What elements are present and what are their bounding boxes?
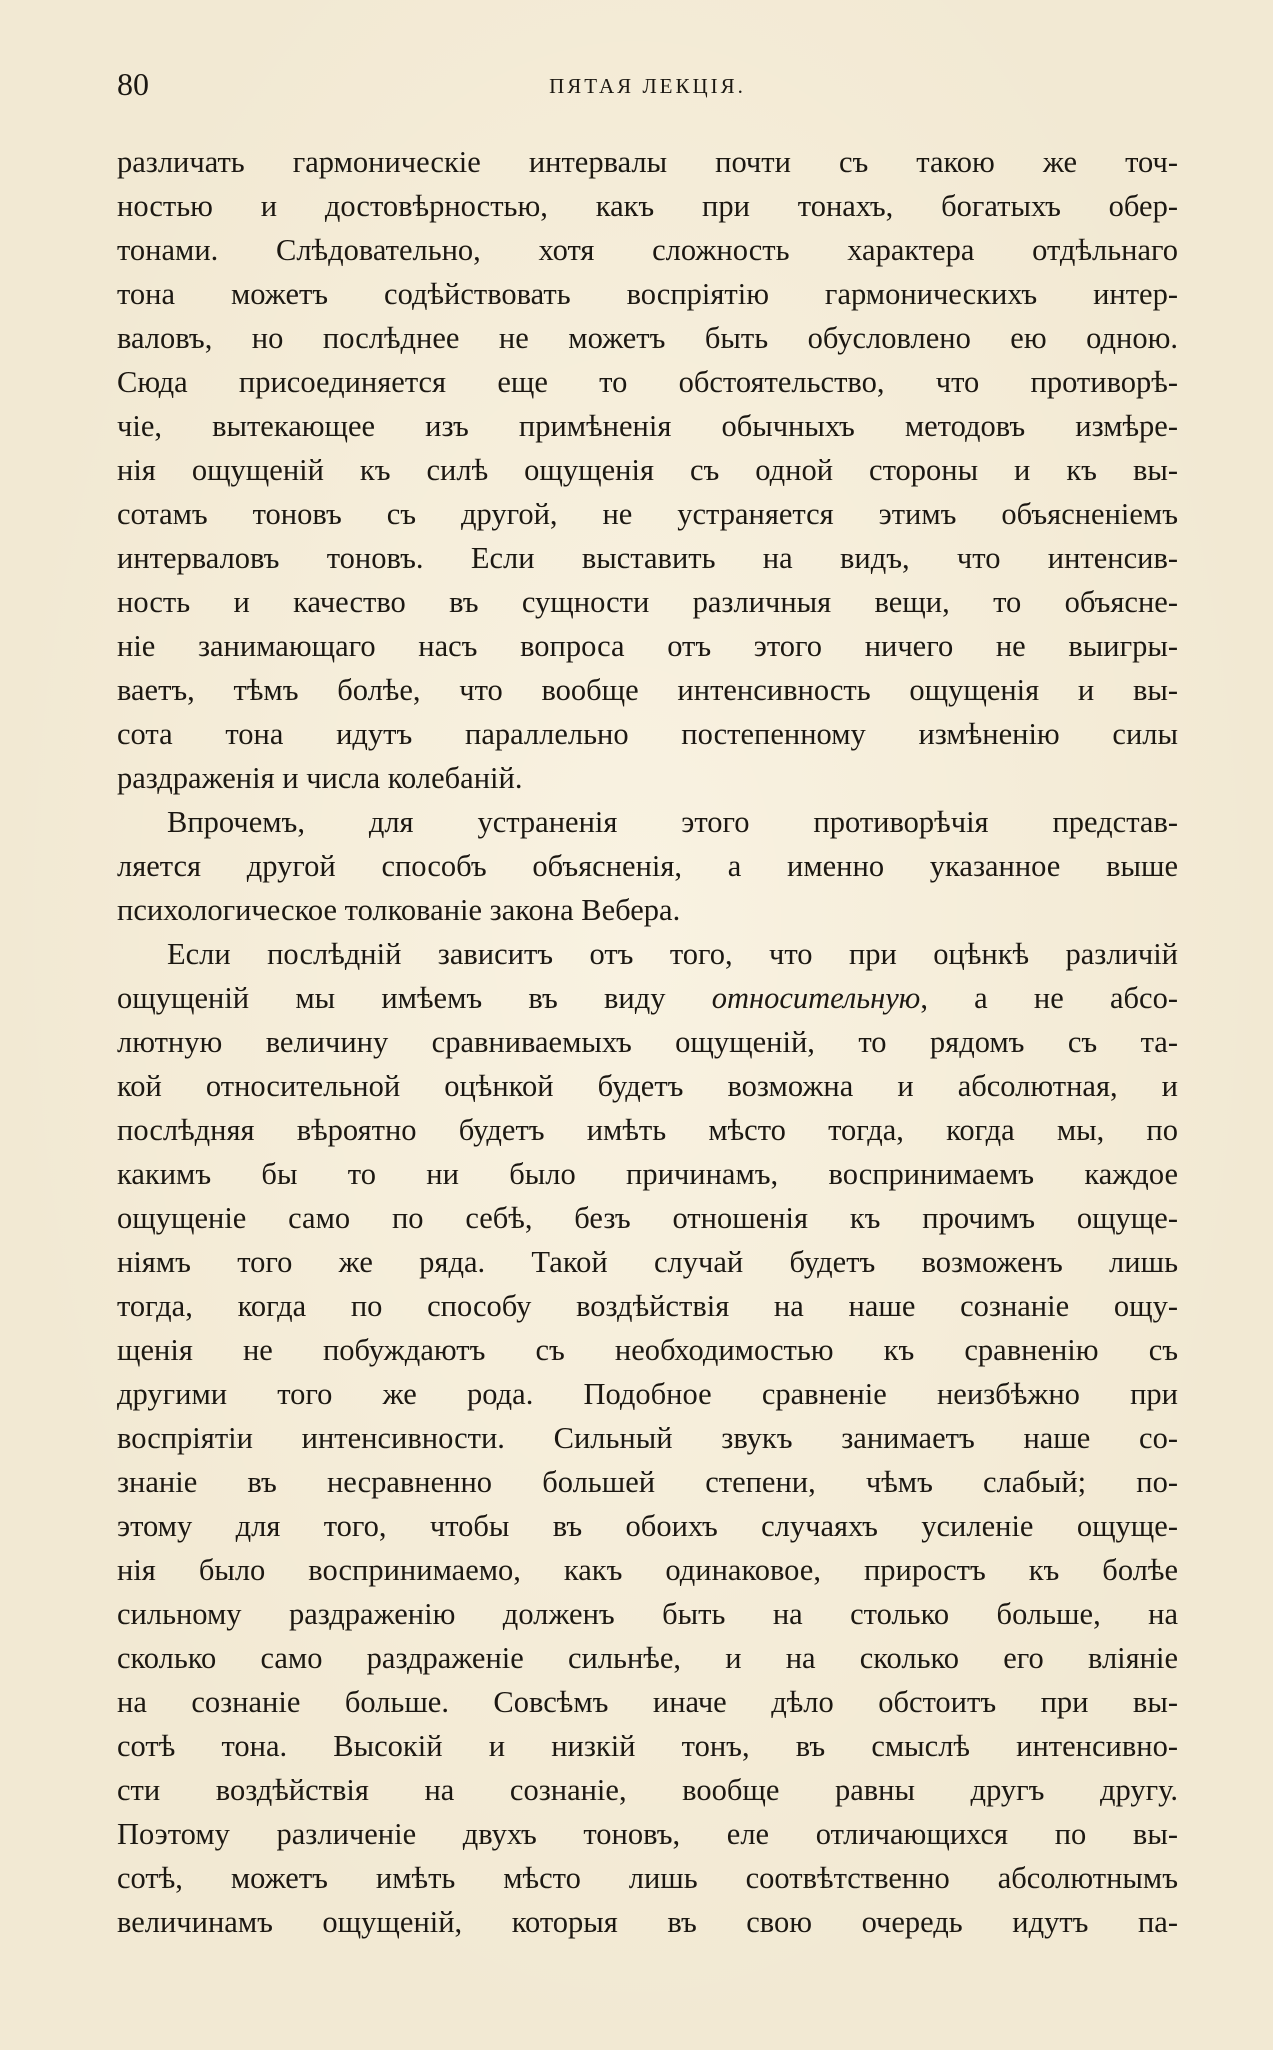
text-line: сотѣ, можетъ имѣть мѣсто лишь соотвѣтственно абсолютнымъ: [117, 1861, 1178, 1895]
body-text: [117, 140, 1178, 1944]
text-line: интерваловъ тоновъ. Если выставить на видъ, что интенсив-: [117, 541, 1178, 575]
text-line: ощущеніе само по себѣ, безъ отношенія къ прочимъ ощуще-: [117, 1201, 1178, 1235]
text-line: нія ощущеній къ силѣ ощущенія съ одной стороны и къ вы-: [117, 453, 1178, 487]
page-header: [117, 62, 1178, 106]
text-line: воспріятіи интенсивности. Сильный звукъ занимаетъ наше со-: [117, 1421, 1178, 1455]
text-line-with-emphasis: [117, 976, 1178, 1020]
text-line: величинамъ ощущеній, которыя въ свою очередь идутъ па-: [117, 1905, 1178, 1939]
text-line: валовъ, но послѣднее не можетъ быть обусловлено ею одною.: [117, 321, 1178, 355]
text-line: ляется другой способъ объясненія, а именно указанное выше: [117, 849, 1178, 883]
text-line: нія было воспринимаемо, какъ одинаковое, приростъ къ болѣе: [117, 1553, 1178, 1587]
text-line: сотѣ тона. Высокій и низкій тонъ, въ смыслѣ интенсивно-: [117, 1729, 1178, 1763]
text-line: щенія не побуждаютъ съ необходимостью къ сравненію съ: [117, 1333, 1178, 1367]
text-line: ваетъ, тѣмъ болѣе, что вообще интенсивность ощущенія и вы-: [117, 673, 1178, 707]
text-line: сотамъ тоновъ съ другой, не устраняется этимъ объясненіемъ: [117, 497, 1178, 531]
text-line: послѣдняя вѣроятно будетъ имѣть мѣсто тогда, когда мы, по: [117, 1113, 1178, 1147]
text-line: этому для того, чтобы въ обоихъ случаяхъ усиленіе ощуще-: [117, 1509, 1178, 1543]
text-line: сколько само раздраженіе сильнѣе, и на сколько его вліяніе: [117, 1641, 1178, 1675]
text-line: раздраженія и числа колебаній.: [117, 761, 523, 795]
text-segment: , а не абсо-: [920, 981, 1178, 1015]
text-line: различать гармоническіе интервалы почти съ такою же точ-: [117, 145, 1178, 179]
text-line: тогда, когда по способу воздѣйствія на наше сознаніе ощу-: [117, 1289, 1178, 1323]
text-line: тонами. Слѣдовательно, хотя сложность характера отдѣльнаго: [117, 233, 1178, 267]
text-line: сота тона идутъ параллельно постепенному измѣненію силы: [117, 717, 1178, 751]
text-line: ность и качество въ сущности различныя вещи, то объясне-: [117, 585, 1178, 619]
paragraph-first-line: Если послѣдній зависитъ отъ того, что при оцѣнкѣ различій: [167, 937, 1178, 971]
text-line: на сознаніе больше. Совсѣмъ иначе дѣло обстоитъ при вы-: [117, 1685, 1178, 1719]
paragraph-first-line: Впрочемъ, для устраненія этого противорѣчія представ-: [167, 805, 1178, 839]
text-line: сильному раздраженію долженъ быть на столько больше, на: [117, 1597, 1178, 1631]
text-line: тона можетъ содѣйствовать воспріятію гармоническихъ интер-: [117, 277, 1178, 311]
text-segment: ощущеній мы имѣемъ въ виду: [117, 981, 666, 1015]
text-line: ніямъ того же ряда. Такой случай будетъ возможенъ лишь: [117, 1245, 1178, 1279]
text-line: сти воздѣйствія на сознаніе, вообще равны другъ другу.: [117, 1773, 1178, 1807]
emphasized-word: относительную: [711, 981, 921, 1015]
text-line: Поэтому различеніе двухъ тоновъ, еле отличающихся по вы-: [117, 1817, 1178, 1851]
text-line: знаніе въ несравненно большей степени, чѣмъ слабый; по-: [117, 1465, 1178, 1499]
text-line: лютную величину сравниваемыхъ ощущеній, то рядомъ съ та-: [117, 1025, 1178, 1059]
text-line: ностью и достовѣрностью, какъ при тонахъ, богатыхъ обер-: [117, 189, 1178, 223]
text-line: психологическое толкованіе закона Вебера.: [117, 893, 681, 927]
text-line: другими того же рода. Подобное сравненіе неизбѣжно при: [117, 1377, 1178, 1411]
text-line: ніе занимающаго насъ вопроса отъ этого ничего не выигры-: [117, 629, 1178, 663]
text-line: кой относительной оцѣнкой будетъ возможна и абсолютная, и: [117, 1069, 1178, 1103]
text-line: Сюда присоединяется еще то обстоятельство, что противорѣ-: [117, 365, 1178, 399]
running-title: ПЯТАЯ ЛЕКЦІЯ.: [549, 74, 746, 98]
text-line: чіе, вытекающее изъ примѣненія обычныхъ методовъ измѣре-: [117, 409, 1178, 443]
page-number: 80: [117, 66, 149, 102]
text-line: какимъ бы то ни было причинамъ, воспринимаемъ каждое: [117, 1157, 1178, 1191]
